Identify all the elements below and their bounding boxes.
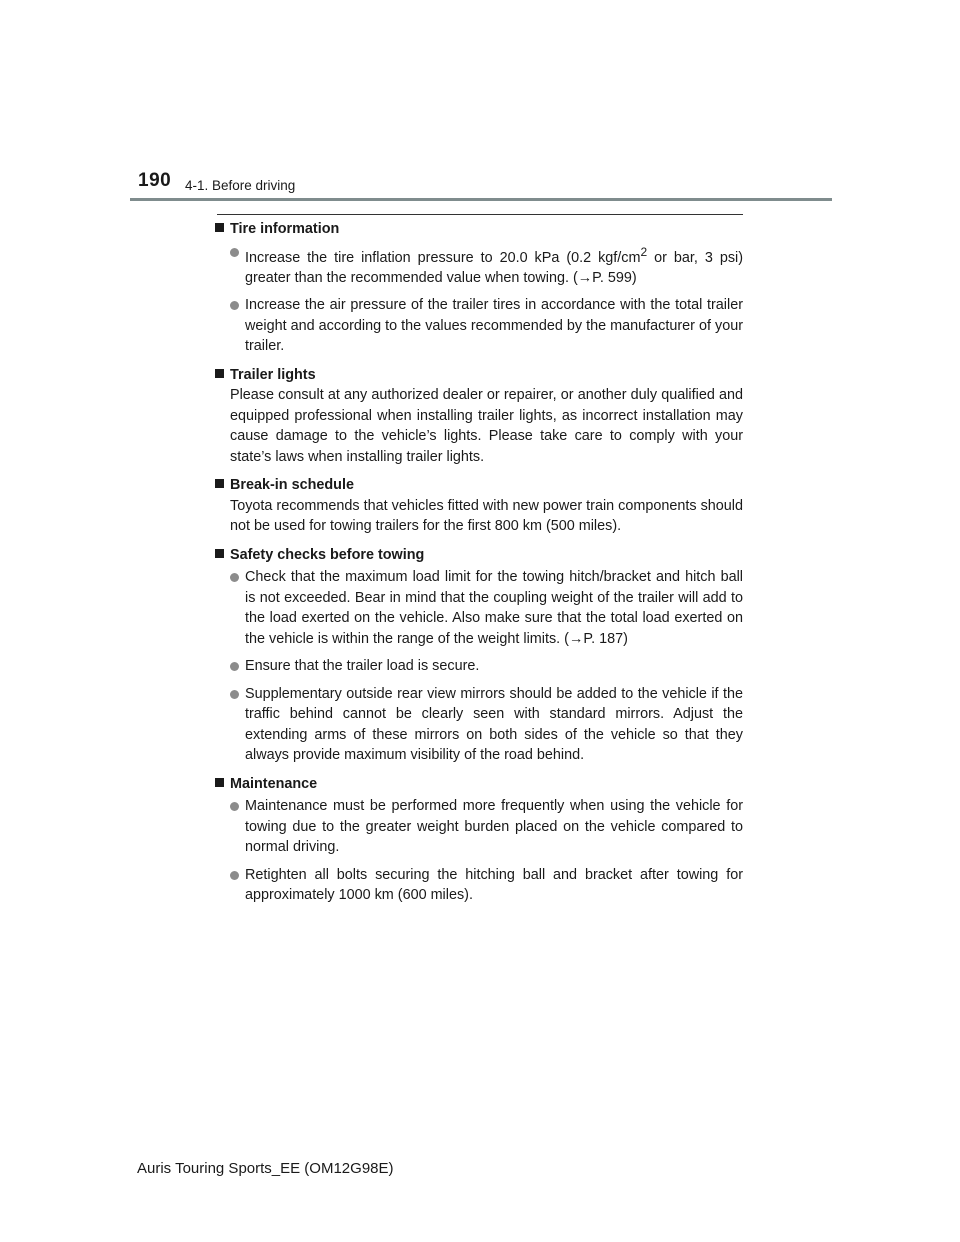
black-square-icon	[215, 369, 224, 378]
list-item	[230, 242, 743, 289]
bullet-dot-icon	[230, 248, 239, 257]
topic-heading-text: Break-in schedule	[230, 477, 354, 494]
list-item-text: Maintenance must be performed more frequently when using the vehicle for towing due to the greater weight burden placed on the vehicle compared to normal driving.	[245, 798, 743, 856]
text-run: Increase the tire inflation pressure to 20.0 kPa (0.2 kgf/cm	[245, 249, 641, 266]
topic-tire-information	[215, 219, 743, 357]
bullet-dot-icon	[230, 871, 239, 880]
list-item	[230, 684, 743, 766]
bullet-dot-icon	[230, 662, 239, 671]
bullet-dot-icon	[230, 301, 239, 310]
black-square-icon	[215, 479, 224, 488]
page-reference-link[interactable]: P. 187)	[583, 630, 628, 647]
list-item-text: Retighten all bolts securing the hitching ball and bracket after towing for approximately 1000 km (600 miles).	[245, 866, 743, 904]
list-item-text: Supplementary outside rear view mirrors should be added to the vehicle if the traffic behind cannot be clearly seen with standard mirrors. Adjust the extending arms of these mirrors on both sides of the vehicle so that they always provide maximum visibility of the road behind.	[245, 685, 743, 764]
text-run: or bar, 3 psi) greater than the recommended value when towing. (	[245, 249, 744, 286]
topic-heading-text: Trailer lights	[230, 366, 316, 383]
topic-heading	[215, 365, 743, 386]
content-rule	[217, 214, 743, 215]
bullet-dot-icon	[230, 573, 239, 582]
page-number: 190	[138, 170, 172, 191]
section-title: 4-1. Before driving	[185, 178, 296, 193]
list-item	[230, 567, 743, 649]
bullet-dot-icon	[230, 690, 239, 699]
list-item-text	[245, 567, 743, 649]
black-square-icon	[215, 223, 224, 232]
black-square-icon	[215, 778, 224, 787]
topic-safety-checks	[215, 545, 743, 766]
list-item	[230, 295, 743, 357]
topic-heading	[215, 475, 743, 496]
topic-maintenance	[215, 774, 743, 906]
topic-heading-text: Maintenance	[230, 775, 318, 792]
topic-paragraph: Toyota recommends that vehicles fitted with new power train components should not be used for towing trailers for the first 800 km (500 miles).	[230, 497, 743, 535]
topic-heading-text: Tire information	[230, 221, 340, 237]
topic-paragraph: Please consult at any authorized dealer or repairer, or another duly qualified and equipped professional when installing trailer lights, as incorrect installation may cause damage to the vehicle’s lights. Please take care to comply with your state’s laws when installing trailer lights.	[230, 387, 743, 465]
superscript: 2	[640, 244, 648, 259]
list-item	[230, 656, 743, 677]
list-item-text: Increase the air pressure of the trailer tires in accordance with the total trailer weight and according to the values recommended by the manufacturer of your trailer.	[245, 297, 743, 355]
right-arrow-icon: →	[568, 630, 584, 647]
topic-break-in-schedule	[215, 475, 743, 537]
page-reference-link[interactable]: P. 599)	[592, 269, 637, 286]
main-content	[215, 219, 743, 906]
topic-heading	[215, 545, 743, 566]
topic-heading	[215, 219, 743, 240]
list-item-text	[245, 242, 743, 289]
bullet-dot-icon	[230, 802, 239, 811]
header-rule	[130, 198, 832, 201]
right-arrow-icon: →	[577, 269, 593, 286]
list-item-text: Ensure that the trailer load is secure.	[245, 658, 480, 675]
list-item	[230, 796, 743, 858]
black-square-icon	[215, 549, 224, 558]
topic-heading	[215, 774, 743, 795]
topic-trailer-lights	[215, 365, 743, 468]
topic-heading-text: Safety checks before towing	[230, 546, 425, 563]
text-run: Check that the maximum load limit for the towing hitch/bracket and hitch ball is not exceeded. Bear in mind that the coupling weight of the trailer will add to the load exerted on the vehicle. Also make sure that the total load exerted on the vehicle is within the range of the weight limits. (	[245, 569, 743, 647]
footer-text: Auris Touring Sports_EE (OM12G98E)	[137, 1160, 394, 1177]
list-item	[230, 865, 743, 906]
